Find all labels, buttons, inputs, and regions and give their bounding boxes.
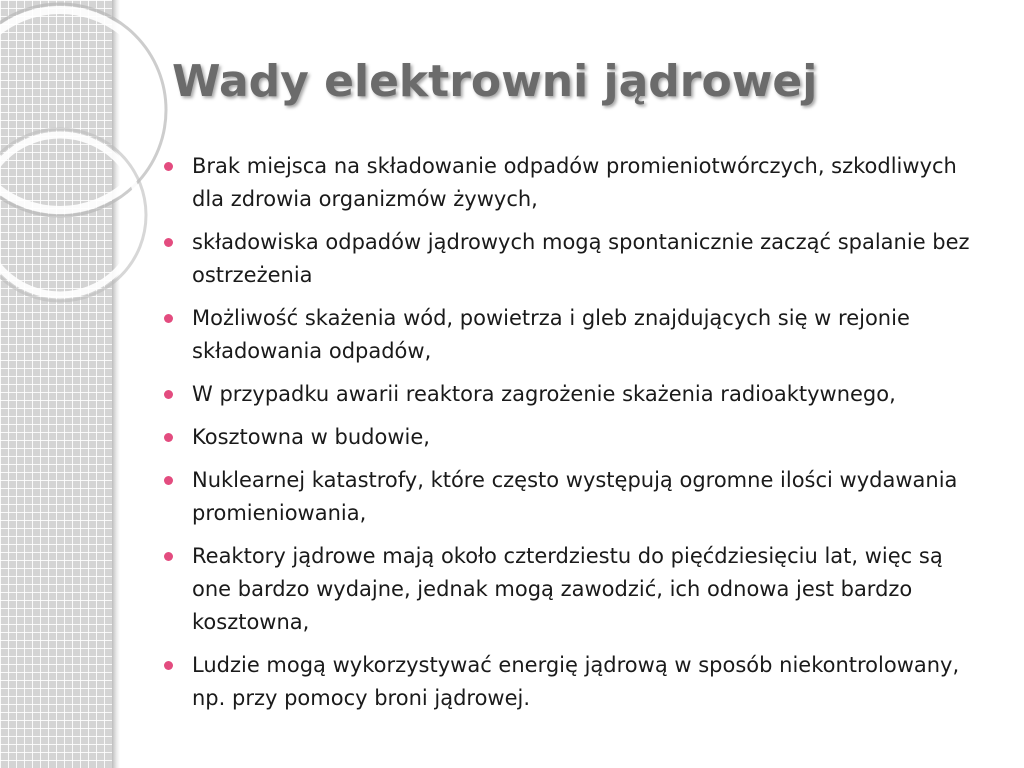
bullet-dot-icon <box>164 552 173 561</box>
bullet-list <box>162 150 982 725</box>
bullet-item <box>162 378 982 411</box>
bullet-text: W przypadku awarii reaktora zagrożenie skażenia radioaktywnego, <box>192 382 896 406</box>
bullet-text: Brak miejsca na składowanie odpadów promieniotwórczych, szkodliwych dla zdrowia organizmów żywych, <box>192 154 957 211</box>
bullet-dot-icon <box>164 433 173 442</box>
bullet-item <box>162 649 982 715</box>
outer-arc <box>0 10 160 210</box>
bullet-dot-icon <box>164 238 173 247</box>
bullet-item <box>162 226 982 292</box>
bullet-text: Możliwość skażenia wód, powietrza i gleb znajdujących się w rejonie składowania odpadów, <box>192 306 910 363</box>
bullet-dot-icon <box>164 661 173 670</box>
bullet-item <box>162 464 982 530</box>
bullet-dot-icon <box>164 314 173 323</box>
bullet-text: Reaktory jądrowe mają około czterdziestu do pięćdziesięciu lat, więc są one bardzo wydajne, jednak mogą zawodzić, ich odnowa jest bardzo kosztowna, <box>192 544 943 634</box>
bullet-dot-icon <box>164 162 173 171</box>
bullet-item <box>162 150 982 216</box>
slide-title: Wady elektrowni jądrowej <box>172 56 818 107</box>
bullet-item <box>162 421 982 454</box>
bullet-dot-icon <box>164 476 173 485</box>
bullet-text: składowiska odpadów jądrowych mogą spontanicznie zacząć spalanie bez ostrzeżenia <box>192 230 970 287</box>
bullet-item <box>162 540 982 639</box>
bullet-text: Kosztowna w budowie, <box>192 425 430 449</box>
bullet-text: Nuklearnej katastrofy, które często występują ogromne ilości wydawania promieniowania, <box>192 468 958 525</box>
bullet-text: Ludzie mogą wykorzystywać energię jądrową w sposób niekontrolowany, np. przy pomocy broni jądrowej. <box>192 653 960 710</box>
bullet-dot-icon <box>164 390 173 399</box>
bullet-item <box>162 302 982 368</box>
